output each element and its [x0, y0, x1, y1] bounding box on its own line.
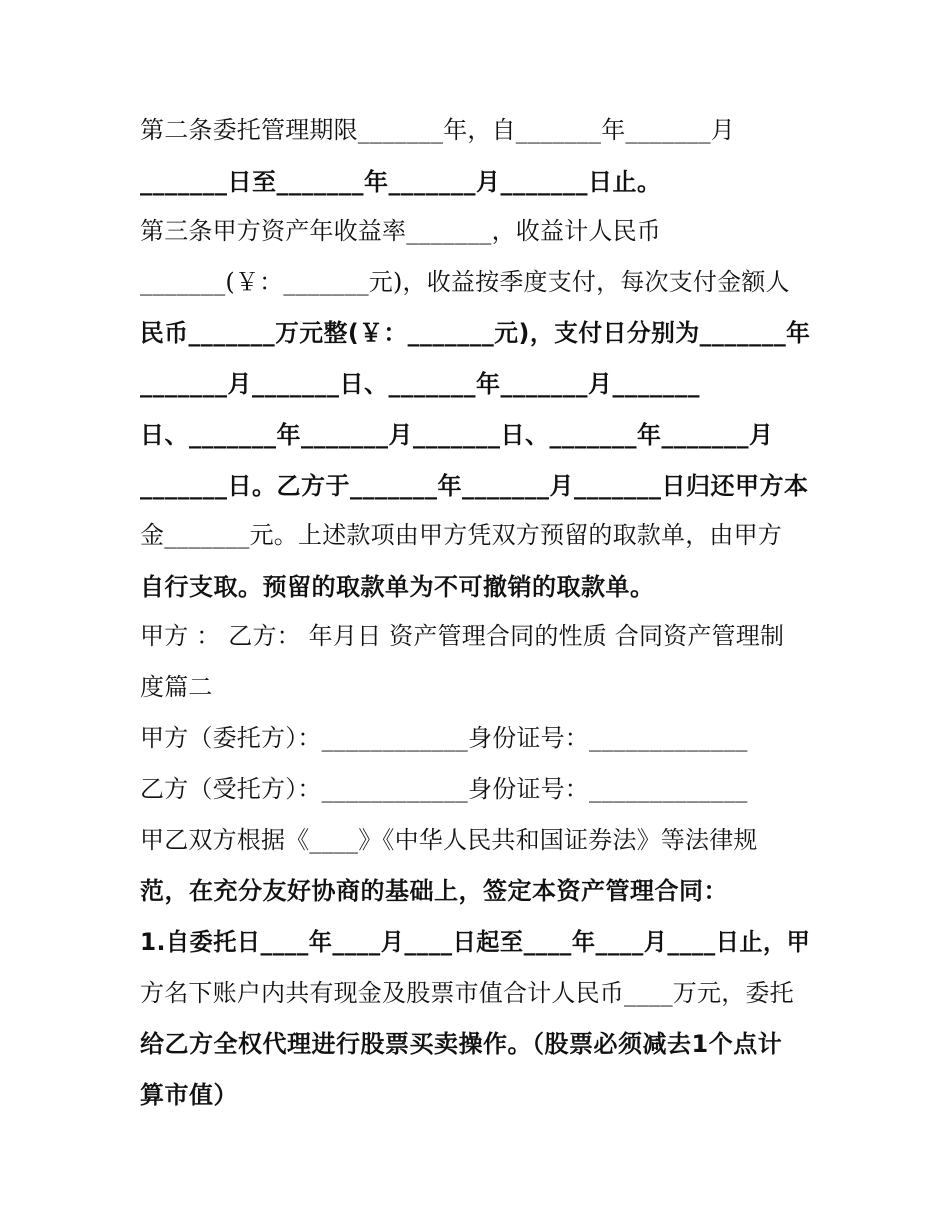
- text-line: 范，在充分友好协商的基础上，签定本资产管理合同：: [140, 877, 728, 905]
- text-line: _______日至_______年_______月_______日止。: [140, 168, 662, 196]
- text-line: 算市值）: [140, 1081, 238, 1109]
- text-line: 第二条委托管理期限_______年，自_______年_______月: [140, 116, 735, 144]
- text-line: 民币_______万元整(￥：_______元)，支付日分别为_______年: [140, 319, 811, 347]
- text-line: 自行支取。预留的取款单为不可撤销的取款单。: [140, 573, 655, 601]
- text-line: _______日。乙方于_______年_______月_______日归还甲方本: [140, 472, 809, 500]
- text-line: 甲方（委托方）：____________身份证号：_____________: [140, 724, 748, 752]
- text-line: 1.自委托日____年____月____日起至____年____月____日止，甲: [140, 928, 811, 956]
- text-line: 甲乙双方根据《____》《中华人民共和国证券法》等法律规: [140, 826, 758, 854]
- text-line: 方名下账户内共有现金及股票市值合计人民币____万元，委托: [140, 979, 794, 1007]
- text-line: 甲方 ： 乙方： 年月日 资产管理合同的性质 合同资产管理制: [140, 622, 785, 650]
- text-line: 金_______元。上述款项由甲方凭双方预留的取款单，由甲方: [140, 521, 782, 549]
- text-line: 给乙方全权代理进行股票买卖操作。（股票必须减去1个点计: [140, 1030, 783, 1058]
- text-line: 日、_______年_______月_______日、_______年_______月: [140, 421, 774, 449]
- text-line: 度篇二: [140, 673, 213, 701]
- text-line: _______(￥：_______元)，收益按季度支付，每次支付金额人: [140, 268, 790, 296]
- text-line: _______月_______日、_______年_______月_______: [140, 370, 700, 398]
- text-line: 乙方（受托方）：____________身份证号：_____________: [140, 775, 748, 803]
- text-line: 第三条甲方资产年收益率_______，收益计人民币: [140, 217, 661, 245]
